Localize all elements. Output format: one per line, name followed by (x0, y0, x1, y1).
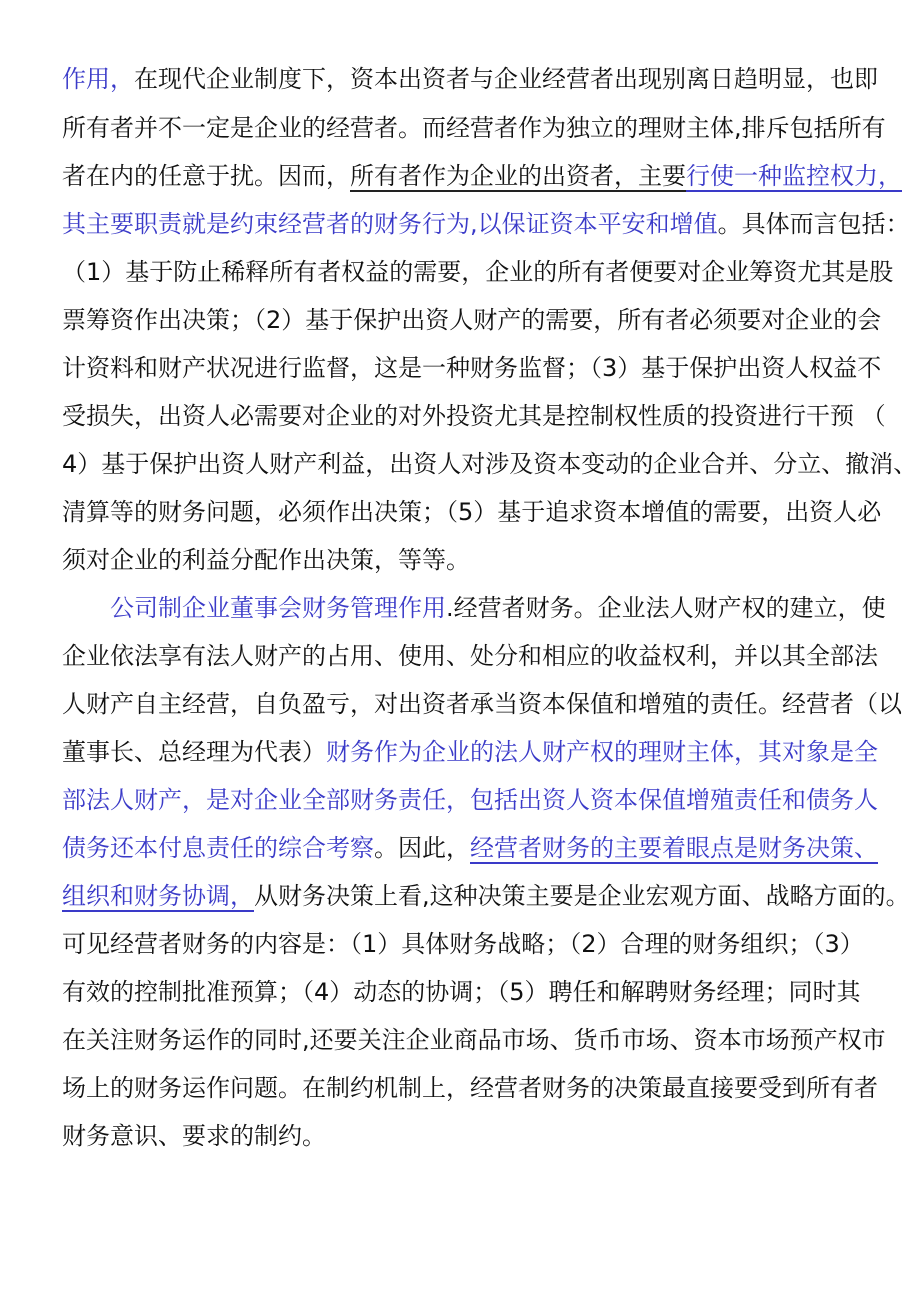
para2-line-4-text: 董事长、总经理为代表） (62, 738, 326, 766)
para2-line-6-underlined: 经营者财务的主要着眼点是财务决策、 (470, 834, 878, 862)
para1-line-3-text: 者在内的任意于扰。因而， (62, 162, 350, 190)
para2-line-1-text: .经营者财务。企业法人财产权的建立，使 (446, 594, 886, 622)
para2-line-1 (110, 584, 886, 632)
para2-line-1-highlight: 公司制企业董事会财务管理作用 (110, 594, 446, 622)
para1-line-8: 受损失，出资人必需要对企业的对外投资尤其是控制权性质的投资进行干预 （ (62, 402, 886, 430)
para2-line-10: 在关注财务运作的同时,还要关注企业商品市场、货币市场、资本市场预产权市 (62, 1026, 886, 1054)
para1-line-5: （1）基于防止稀释所有者权益的需要，企业的所有者便要对企业筹资尤其是股 (62, 258, 894, 286)
para2-line-8: 可见经营者财务的内容是：（1）具体财务战略；（2）合理的财务组织；（3） (62, 930, 864, 958)
para2-line-7 (62, 872, 910, 920)
para1-line-4-highlight-a: 其主要 (62, 210, 134, 238)
para2-line-6 (62, 824, 878, 872)
para2-line-9: 有效的控制批准预算；（4）动态的协调；（5）聘任和解聘财务经理；同时其 (62, 978, 861, 1006)
para2-line-2: 企业依法享有法人财产的占用、使用、处分和相应的收益权利，并以其全部法 (62, 642, 878, 670)
para2-line-6-highlight: 债务还本付息责任的综合考察 (62, 834, 374, 862)
para2-line-7-text: 从财务决策上看,这种决策主要是企业宏观方面、战略方面的。 (254, 882, 910, 910)
para1-line-3-highlight: 行使一种监控权力， (686, 162, 902, 190)
para1-line-7: 计资料和财产状况进行监督，这是一种财务监督；（3）基于保护出资人权益不 (62, 354, 882, 382)
para1-line-4-highlight-b: 职责就是约束经营者的财务行为,以保证资本平安和增值 (134, 210, 718, 238)
para1-line-2: 所有者并不一定是企业的经营者。而经营者作为独立的理财主体,排斥包括所有 (62, 114, 886, 142)
para1-line-1-text: 在现代企业制度下，资本出资者与企业经营者出现别离日趋明显，也即 (134, 65, 878, 93)
para1-line-3-underlined: 所有者作为企业的出资者，主要 (350, 162, 686, 190)
para1-line-10: 清算等的财务问题，必须作出决策；（5）基于追求资本增值的需要，出资人必 (62, 498, 882, 526)
para2-line-4-highlight: 财务作为企业的法人财产权的理财主体，其对象是全 (326, 738, 878, 766)
para2-line-7-underlined: 组织和财务协调， (62, 882, 254, 910)
para2-line-6-text: 。因此， (374, 834, 470, 862)
para1-line-6: 票筹资作出决策；（2）基于保护出资人财产的需要，所有者必须要对企业的会 (62, 306, 882, 334)
para2-line-5: 部法人财产，是对企业全部财务责任，包括出资人资本保值增殖责任和债务人 (62, 786, 878, 814)
para1-line-3 (62, 152, 902, 200)
para1-line-1-highlight: 作用， (62, 65, 134, 93)
para1-line-11: 须对企业的利益分配作出决策，等等。 (62, 546, 470, 574)
para2-line-12: 财务意识、要求的制约。 (62, 1122, 326, 1150)
para2-line-11: 场上的财务运作问题。在制约机制上，经营者财务的决策最直接要受到所有者 (62, 1074, 878, 1102)
para1-line-4 (62, 200, 910, 248)
para1-line-9: 4）基于保护出资人财产利益，出资人对涉及资本变动的企业合并、分立、撤消、 (62, 450, 918, 478)
para1-line-1 (62, 55, 878, 103)
para2-line-4 (62, 728, 878, 776)
para2-line-3: 人财产自主经营，自负盈亏，对出资者承当资本保值和增殖的责任。经营者（以 (62, 690, 902, 718)
para1-line-4-text: 。具体而言包括： (717, 210, 910, 238)
